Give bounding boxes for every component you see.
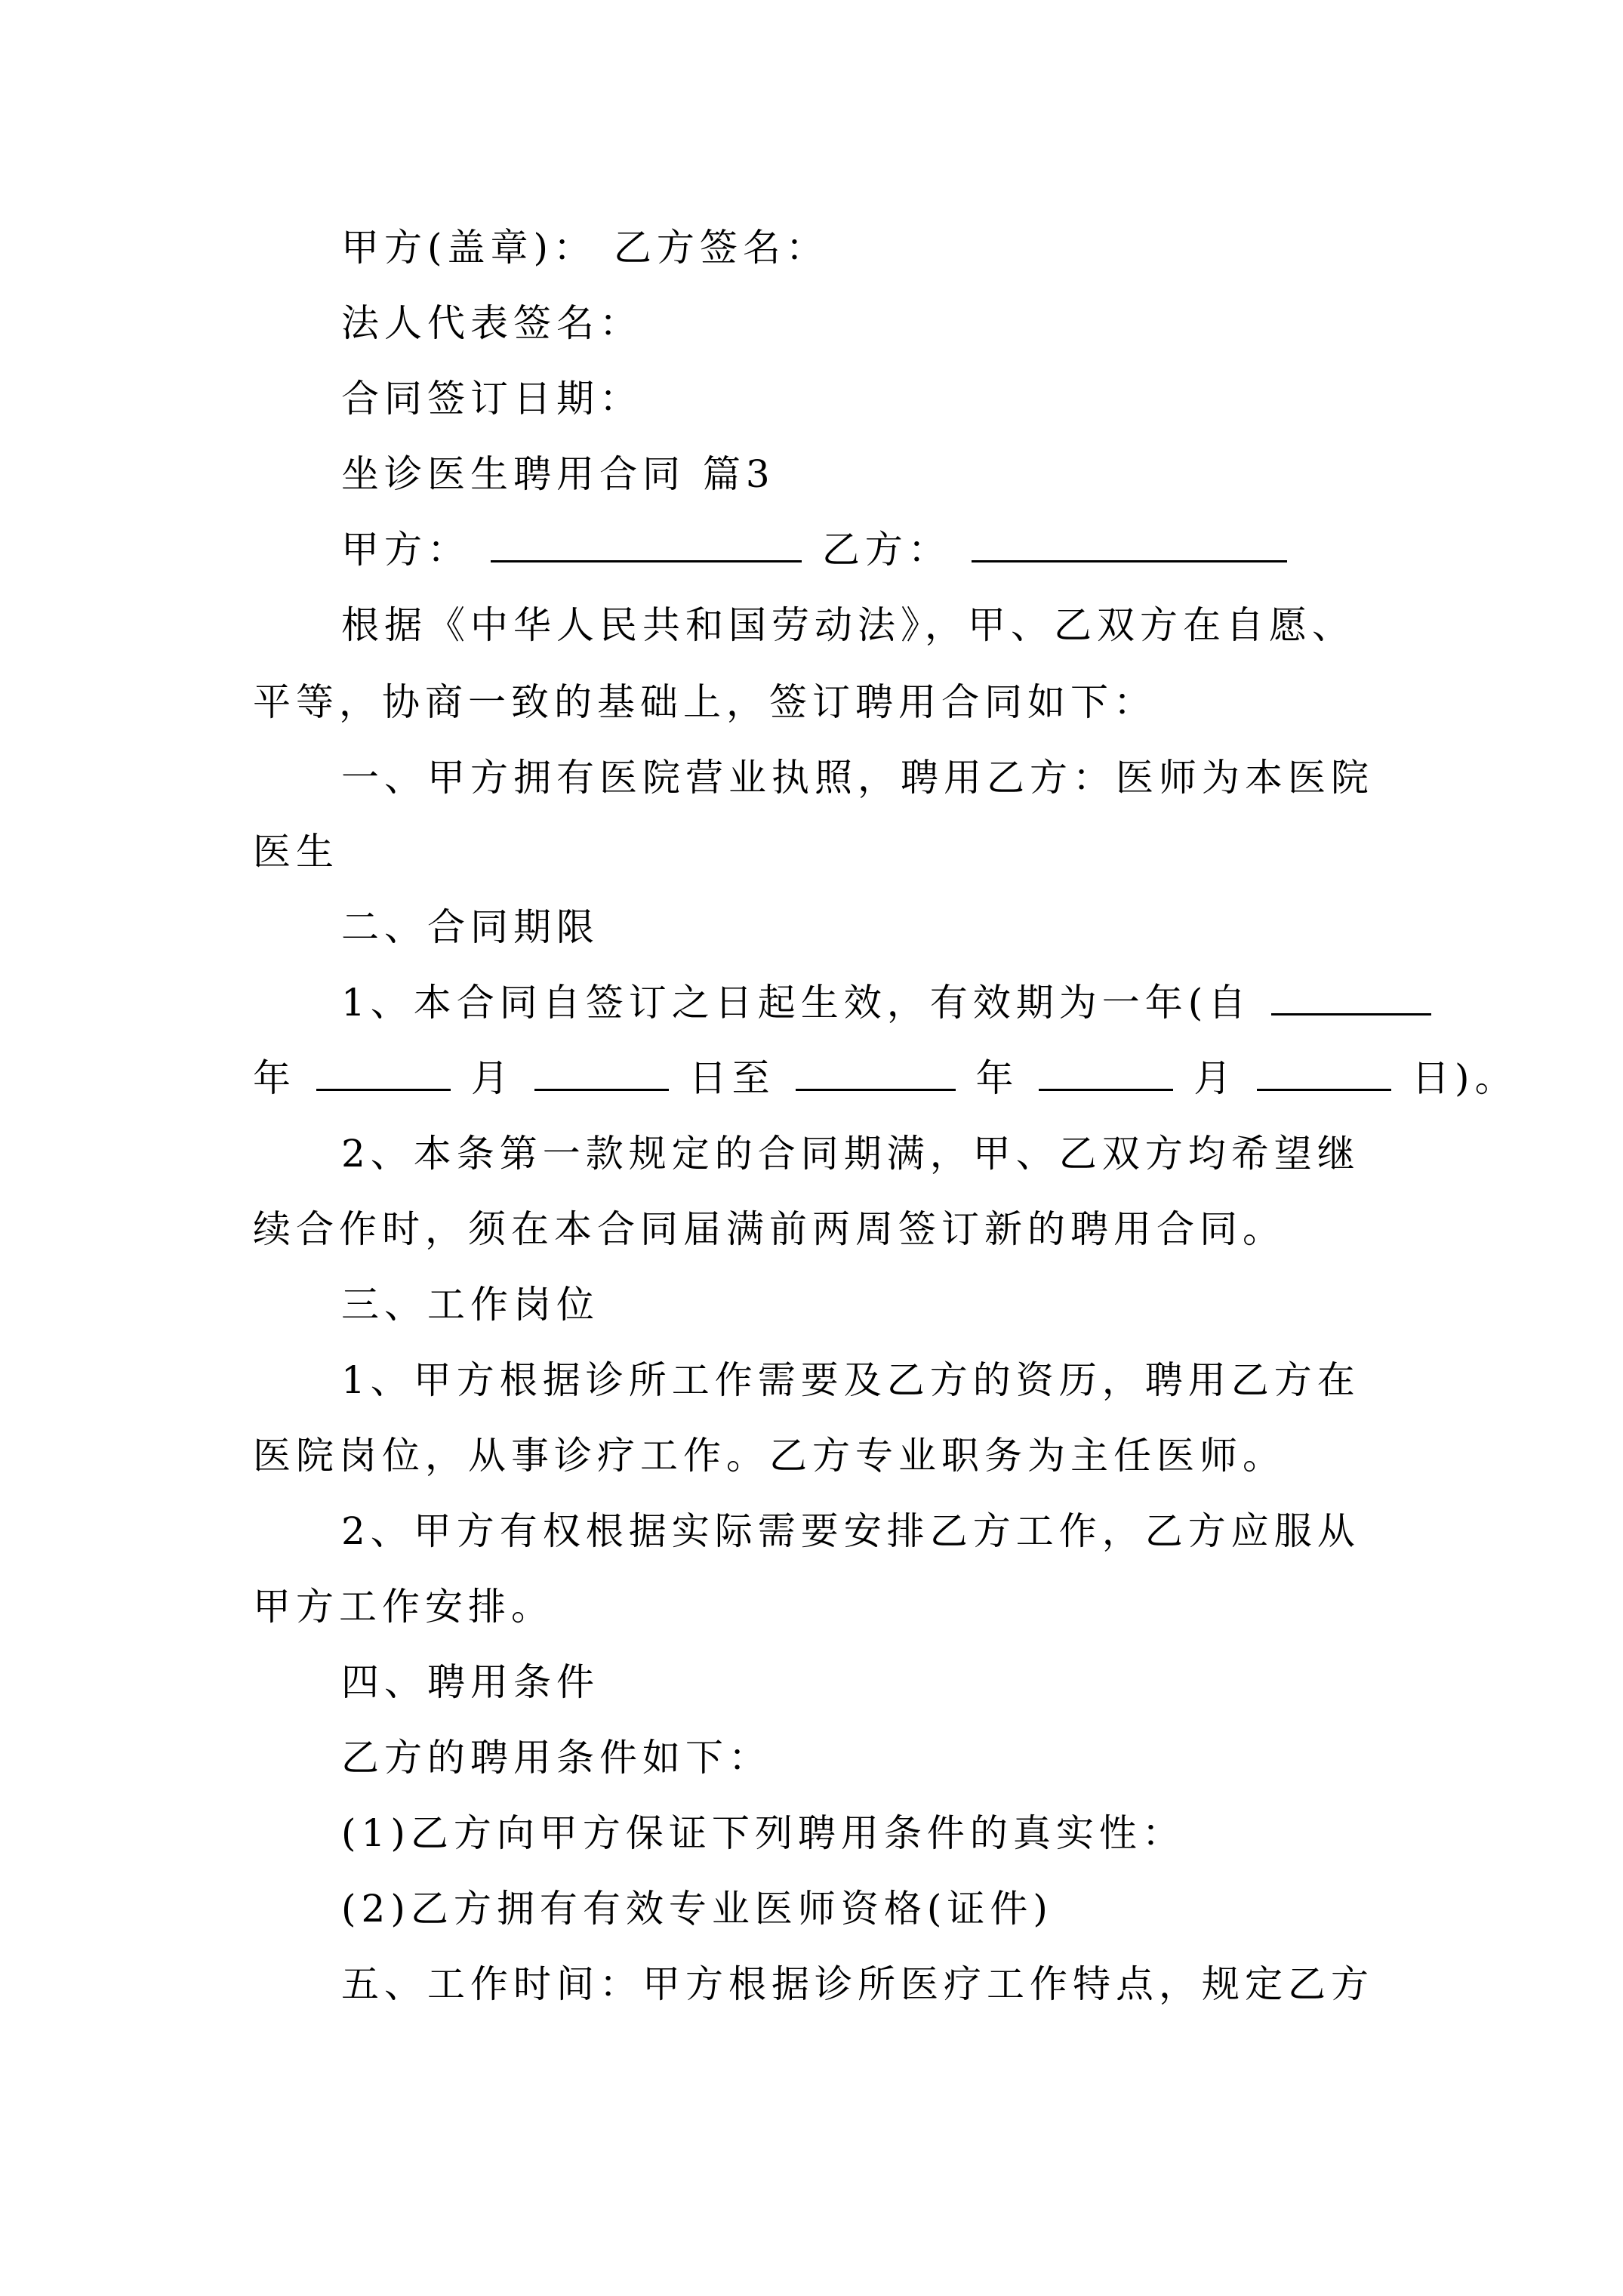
line-text: (2)乙方拥有有效专业医师资格(证件) — [341, 1887, 1053, 1931]
line-text: 三、工作岗位 — [341, 1283, 599, 1327]
line-text: (1)乙方向甲方保证下列聘用条件的真实性： — [341, 1811, 1185, 1855]
line-text: 坐诊医生聘用合同 篇3 — [341, 452, 775, 496]
day-label: 日)。 — [1412, 1056, 1518, 1100]
line-text: 法人代表签名： — [341, 301, 642, 345]
line-text: 2、甲方有权根据实际需要安排乙方工作，乙方应服从 — [341, 1509, 1360, 1553]
month-label: 月 — [1193, 1056, 1237, 1100]
paragraph-line — [341, 751, 1623, 804]
signature-line-party-a-b — [341, 221, 1623, 274]
start-month-blank — [316, 1054, 451, 1091]
line-text: 五、工作时间：甲方根据诊所医疗工作特点，规定乙方 — [341, 1962, 1374, 2006]
paragraph-line — [253, 1580, 1623, 1633]
line-text: 1、本合同自签订之日起生效，有效期为一年(自 — [341, 981, 1252, 1025]
line-text: 四、聘用条件 — [341, 1660, 599, 1704]
party-a-blank — [491, 525, 802, 562]
line-text: 甲方工作安排。 — [253, 1585, 554, 1629]
paragraph-line — [341, 1505, 1623, 1558]
paragraph-line — [341, 1807, 1623, 1860]
clause-heading — [341, 1958, 1623, 2011]
section-title — [341, 448, 1623, 501]
paragraph-line — [253, 676, 1623, 729]
party-fill-in-line — [341, 523, 1623, 576]
line-text: 1、甲方根据诊所工作需要及乙方的资历，聘用乙方在 — [341, 1358, 1360, 1402]
line-text: 续合作时，须在本合同届满前两周签订新的聘用合同。 — [253, 1207, 1286, 1251]
paragraph-line — [341, 1882, 1623, 1935]
line-text: 合同签订日期： — [341, 377, 642, 421]
day-to-label: 日至 — [688, 1056, 775, 1100]
line-text: 根据《中华人民共和国劳动法》，甲、乙双方在自愿、 — [341, 603, 1355, 647]
line-text: 二、合同期限 — [341, 905, 599, 949]
year-label: 年 — [975, 1056, 1019, 1100]
party-a-label: 甲方： — [341, 528, 470, 572]
month-label: 月 — [470, 1056, 514, 1100]
paragraph-line — [341, 976, 1623, 1029]
paragraph-line — [253, 1429, 1623, 1482]
date-range-fill-in-line — [253, 1052, 1623, 1105]
paragraph-line — [341, 599, 1623, 652]
paragraph-line — [341, 1731, 1623, 1784]
line-text: 甲方(盖章)： 乙方签名： — [341, 226, 829, 270]
party-b-label: 乙方： — [821, 528, 951, 572]
paragraph-line — [253, 1203, 1623, 1256]
paragraph-line — [341, 1127, 1623, 1180]
clause-heading — [341, 901, 1623, 954]
paragraph-line — [341, 1354, 1623, 1407]
paragraph-line — [253, 825, 1623, 878]
line-text: 2、本条第一款规定的合同期满，甲、乙双方均希望继 — [341, 1132, 1360, 1176]
contract-date-line — [341, 372, 1623, 425]
clause-heading — [341, 1656, 1623, 1709]
line-text: 平等，协商一致的基础上，签订聘用合同如下： — [253, 680, 1156, 724]
end-year-blank — [796, 1054, 956, 1091]
year-label: 年 — [253, 1056, 296, 1100]
line-text: 乙方的聘用条件如下： — [341, 1736, 771, 1780]
line-text: 一、甲方拥有医院营业执照，聘用乙方：医师为本医院 — [341, 756, 1374, 800]
end-month-blank — [1039, 1054, 1173, 1091]
clause-heading — [341, 1278, 1623, 1331]
party-b-blank — [972, 525, 1287, 562]
line-text: 医生 — [253, 830, 339, 874]
legal-rep-signature-line — [341, 297, 1623, 350]
end-day-blank — [1257, 1054, 1391, 1091]
start-day-blank — [534, 1054, 669, 1091]
line-text: 医院岗位，从事诊疗工作。乙方专业职务为主任医师。 — [253, 1434, 1286, 1478]
start-year-blank — [1271, 978, 1431, 1015]
